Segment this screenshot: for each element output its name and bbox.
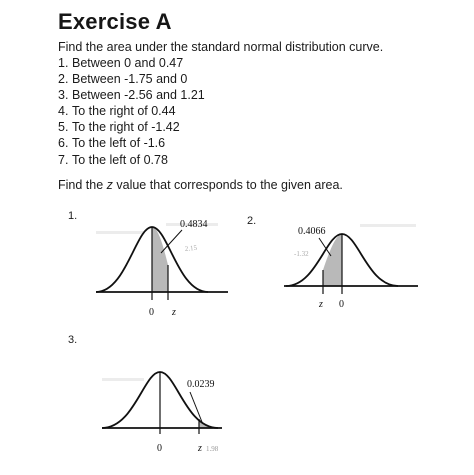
- list-item: 7. To the left of 0.78: [58, 152, 168, 167]
- list-item: 4. To the right of 0.44: [58, 104, 176, 119]
- handwritten-answer: -1.32: [294, 250, 309, 258]
- list-item: 1. Between 0 and 0.47: [58, 56, 184, 70]
- axis-label-mean: 0: [149, 307, 154, 318]
- faint-print-smudge: [102, 378, 144, 381]
- part1-instruction: Find the area under the standard normal distribution curve.: [58, 40, 384, 54]
- problem-3-normal-curve-figure: [98, 362, 228, 472]
- problem-2-label: 2.: [247, 215, 257, 227]
- faint-print-smudge: [360, 224, 416, 227]
- list-item: 6. To the left of -1.6: [58, 136, 166, 151]
- area-value: 0.0239: [187, 379, 215, 390]
- axis-label-z: z: [172, 307, 176, 318]
- list-item: 5. To the right of -1.42: [58, 120, 180, 135]
- axis-label-mean: 0: [339, 299, 344, 310]
- list-item: 2. Between -1.75 and 0: [58, 72, 188, 87]
- area-pointer: [161, 230, 182, 253]
- area-pointer: [319, 238, 331, 256]
- problem-3-label: 3.: [68, 334, 78, 346]
- shaded-area: [323, 234, 342, 286]
- problem-1-normal-curve-figure: [92, 205, 232, 320]
- handwritten-answer: 2.15: [184, 243, 198, 253]
- exercise-list: [58, 55, 205, 168]
- axis-label-mean: 0: [157, 443, 162, 454]
- axis-label-z: z: [319, 299, 323, 310]
- part2-instruction: Find the z value that corresponds to the given area.: [58, 178, 343, 192]
- problem-2-normal-curve-figure: [282, 212, 422, 317]
- page-title: Exercise A: [58, 9, 172, 34]
- area-value: 0.4834: [180, 219, 208, 230]
- axis-label-z: z: [198, 443, 202, 454]
- list-item: 3. Between -2.56 and 1.21: [58, 88, 205, 103]
- area-value: 0.4066: [298, 226, 326, 237]
- faint-print-smudge: [96, 231, 144, 234]
- shaded-area: [152, 227, 168, 292]
- problem-1-label: 1.: [68, 210, 78, 222]
- handwritten-answer: 1.98: [206, 445, 219, 453]
